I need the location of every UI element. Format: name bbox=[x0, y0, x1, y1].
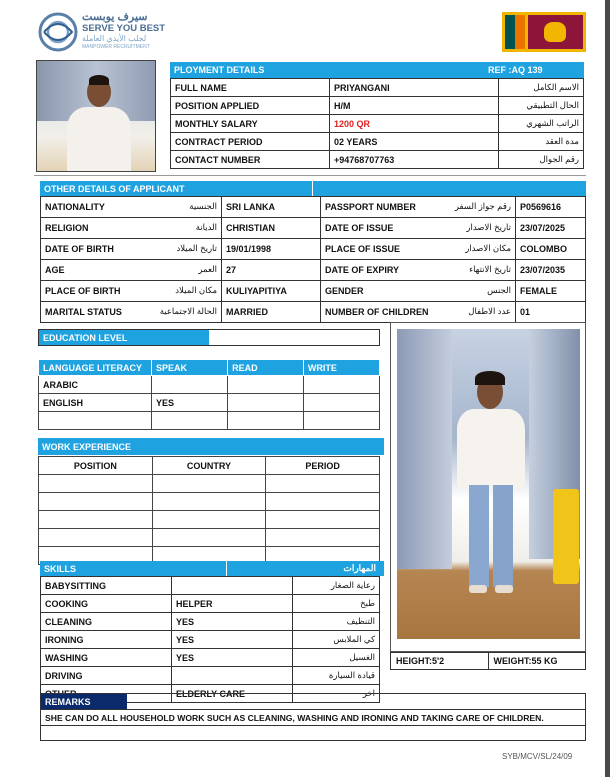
language-cell: ARABIC bbox=[39, 376, 152, 394]
skills-title-arabic: المهارات bbox=[343, 563, 376, 573]
detail-label: PASSPORT NUMBER bbox=[325, 202, 416, 212]
measurements-row bbox=[390, 652, 586, 670]
work-cell bbox=[39, 493, 153, 511]
detail-label-arabic: الديانة bbox=[195, 222, 217, 232]
skill-name: CLEANING bbox=[41, 613, 172, 631]
work-row bbox=[39, 511, 380, 529]
work-experience-title: WORK EXPERIENCE bbox=[42, 441, 132, 452]
language-cell bbox=[151, 412, 227, 430]
language-row bbox=[39, 412, 380, 430]
employment-label: CONTRACT PERIOD bbox=[171, 133, 330, 151]
employment-row bbox=[171, 79, 584, 97]
employment-label: MONTHLY SALARY bbox=[171, 115, 330, 133]
detail-label-arabic: الجنسية bbox=[189, 201, 217, 211]
detail-label: PLACE OF BIRTH bbox=[45, 286, 121, 296]
footer-code: SYB/MCV/SL/24/09 bbox=[502, 752, 573, 761]
skills-title: SKILLS bbox=[44, 563, 77, 574]
detail-value: CHRISTIAN bbox=[222, 218, 321, 239]
logo-name: SERVE YOU BEST bbox=[82, 23, 166, 34]
employment-table bbox=[170, 78, 584, 169]
language-cell bbox=[303, 412, 379, 430]
language-cell bbox=[303, 394, 379, 412]
language-header-cell: LANGUAGE LITERACY bbox=[39, 360, 152, 376]
detail-label-cell bbox=[41, 260, 222, 281]
detail-row bbox=[41, 260, 586, 281]
language-table bbox=[38, 359, 380, 430]
detail-row bbox=[41, 239, 586, 260]
detail-label-arabic: رقم جواز السفر bbox=[454, 201, 511, 211]
remarks-title: REMARKS bbox=[45, 696, 91, 707]
remarks-section bbox=[40, 693, 586, 741]
detail-label: AGE bbox=[45, 265, 65, 275]
detail-value: 23/07/2025 bbox=[516, 218, 586, 239]
detail-label-cell bbox=[321, 281, 516, 302]
detail-label: DATE OF EXPIRY bbox=[325, 265, 400, 275]
remarks-text: SHE CAN DO ALL HOUSEHOLD WORK SUCH AS CLEANING, WASHING AND IRONING AND TAKING CARE OF CHILDREN. bbox=[40, 709, 586, 726]
employment-label: FULL NAME bbox=[171, 79, 330, 97]
language-row bbox=[39, 394, 380, 412]
detail-value: P0569616 bbox=[516, 197, 586, 218]
detail-label-cell bbox=[41, 197, 222, 218]
skill-value: YES bbox=[172, 649, 293, 667]
employment-row bbox=[171, 115, 584, 133]
detail-label-cell bbox=[321, 239, 516, 260]
employment-value: 1200 QR bbox=[330, 115, 499, 133]
work-header-cell: COUNTRY bbox=[152, 457, 266, 475]
detail-label: RELIGION bbox=[45, 223, 89, 233]
detail-label-cell bbox=[41, 302, 222, 323]
employment-row bbox=[171, 151, 584, 169]
skill-value bbox=[172, 577, 293, 595]
skill-label-arabic: التنظيف bbox=[293, 613, 380, 631]
detail-label-cell bbox=[41, 281, 222, 302]
detail-label: PLACE OF ISSUE bbox=[325, 244, 401, 254]
language-cell bbox=[228, 376, 304, 394]
page-edge bbox=[605, 0, 610, 777]
skills-table bbox=[40, 561, 380, 703]
applicant-photo-small bbox=[36, 60, 156, 172]
weight-value: WEIGHT:55 KG bbox=[493, 656, 558, 666]
language-cell bbox=[39, 412, 152, 430]
employment-title: PLOYMENT DETAILS bbox=[174, 65, 265, 75]
skill-row bbox=[41, 613, 380, 631]
detail-row bbox=[41, 281, 586, 302]
detail-label-cell bbox=[321, 302, 516, 323]
skill-label-arabic: طبخ bbox=[293, 595, 380, 613]
detail-label-arabic: الحالة الاجتماعية bbox=[159, 306, 217, 316]
applicant-photo-full bbox=[390, 322, 586, 652]
work-cell bbox=[152, 529, 266, 547]
employment-label-arabic: الحال التطبيقي bbox=[499, 97, 584, 115]
employment-label: CONTACT NUMBER bbox=[171, 151, 330, 169]
language-cell bbox=[228, 412, 304, 430]
language-header-cell: READ bbox=[228, 360, 304, 376]
skill-label-arabic: كي الملابس bbox=[293, 631, 380, 649]
work-cell bbox=[152, 475, 266, 493]
skill-row bbox=[41, 667, 380, 685]
employment-value: +94768707763 bbox=[330, 151, 499, 169]
work-cell bbox=[39, 475, 153, 493]
work-header-cell: POSITION bbox=[39, 457, 153, 475]
education-row bbox=[38, 329, 380, 346]
detail-value: SRI LANKA bbox=[222, 197, 321, 218]
detail-label-arabic: تاريخ الميلاد bbox=[176, 243, 217, 253]
language-cell bbox=[228, 394, 304, 412]
company-logo bbox=[38, 10, 166, 54]
work-cell bbox=[266, 529, 380, 547]
detail-label-arabic: تاريخ الانتهاء bbox=[469, 264, 511, 274]
detail-value: 27 bbox=[222, 260, 321, 281]
detail-label: NUMBER OF CHILDREN bbox=[325, 307, 429, 317]
detail-label-arabic: عدد الاطفال bbox=[468, 306, 511, 316]
language-cell: ENGLISH bbox=[39, 394, 152, 412]
detail-label: MARITAL STATUS bbox=[45, 307, 122, 317]
detail-label-cell bbox=[41, 239, 222, 260]
skill-value: HELPER bbox=[172, 595, 293, 613]
detail-value: KULIYAPITIYA bbox=[222, 281, 321, 302]
work-experience-header-right bbox=[210, 438, 384, 455]
logo-sub-arabic: لجلب الأيدي العاملة bbox=[82, 34, 147, 43]
other-details-title: OTHER DETAILS OF APPLICANT bbox=[44, 183, 185, 194]
skill-row bbox=[41, 649, 380, 667]
language-row bbox=[39, 376, 380, 394]
divider bbox=[34, 175, 586, 176]
education-header bbox=[39, 330, 209, 345]
detail-label: NATIONALITY bbox=[45, 202, 105, 212]
detail-value: COLOMBO bbox=[516, 239, 586, 260]
work-cell bbox=[266, 475, 380, 493]
work-cell bbox=[152, 493, 266, 511]
detail-value: FEMALE bbox=[516, 281, 586, 302]
detail-label-arabic: الجنس bbox=[487, 285, 511, 295]
logo-sub-en: MANPOWER RECRUITMENT bbox=[82, 44, 150, 50]
detail-label-arabic: مكان الاصدار bbox=[465, 243, 511, 253]
detail-row bbox=[41, 218, 586, 239]
work-cell bbox=[39, 529, 153, 547]
detail-value: 01 bbox=[516, 302, 586, 323]
detail-label-arabic: تاريخ الاصدار bbox=[466, 222, 511, 232]
skill-row bbox=[41, 631, 380, 649]
employment-value: PRIYANGANI bbox=[330, 79, 499, 97]
skill-row bbox=[41, 577, 380, 595]
detail-row bbox=[41, 302, 586, 323]
detail-value: 19/01/1998 bbox=[222, 239, 321, 260]
logo-arabic: سيرف يوبست bbox=[82, 11, 148, 23]
detail-label: DATE OF BIRTH bbox=[45, 244, 114, 254]
remarks-header bbox=[41, 694, 127, 709]
detail-label-cell bbox=[321, 260, 516, 281]
language-cell: YES bbox=[151, 394, 227, 412]
employment-row bbox=[171, 133, 584, 151]
skill-label-arabic: الغسيل bbox=[293, 649, 380, 667]
detail-label-cell bbox=[321, 218, 516, 239]
language-header-cell: SPEAK bbox=[151, 360, 227, 376]
employment-details-header bbox=[170, 62, 584, 78]
detail-value: MARRIED bbox=[222, 302, 321, 323]
skill-label-arabic: قيادة السيارة bbox=[293, 667, 380, 685]
skill-value: YES bbox=[172, 631, 293, 649]
sri-lanka-flag-icon bbox=[502, 12, 586, 52]
detail-value: 23/07/2035 bbox=[516, 260, 586, 281]
work-cell bbox=[266, 493, 380, 511]
other-details-header-right bbox=[312, 181, 586, 196]
skill-row bbox=[41, 595, 380, 613]
work-row bbox=[39, 475, 380, 493]
work-cell bbox=[266, 511, 380, 529]
employment-label: POSITION APPLIED bbox=[171, 97, 330, 115]
skill-name: DRIVING bbox=[41, 667, 172, 685]
skill-value: ELDERLY CARE bbox=[172, 685, 293, 703]
employment-row bbox=[171, 97, 584, 115]
work-row bbox=[39, 529, 380, 547]
skills-header bbox=[40, 561, 384, 576]
employment-value: H/M bbox=[330, 97, 499, 115]
employment-label-arabic: الراتب الشهري bbox=[499, 115, 584, 133]
reference-number: REF :AQ 139 bbox=[488, 65, 543, 75]
education-title: EDUCATION LEVEL bbox=[43, 332, 128, 343]
detail-label-arabic: العمر bbox=[198, 264, 217, 274]
remarks-empty-row bbox=[40, 726, 586, 741]
skill-name: BABYSITTING bbox=[41, 577, 172, 595]
skill-name: COOKING bbox=[41, 595, 172, 613]
work-experience-header bbox=[38, 438, 212, 455]
work-row bbox=[39, 493, 380, 511]
detail-label-cell bbox=[41, 218, 222, 239]
skill-name: IRONING bbox=[41, 631, 172, 649]
employment-label-arabic: الاسم الكامل bbox=[499, 79, 584, 97]
detail-label: DATE OF ISSUE bbox=[325, 223, 394, 233]
detail-row bbox=[41, 197, 586, 218]
skill-value bbox=[172, 667, 293, 685]
employment-value: 02 YEARS bbox=[330, 133, 499, 151]
language-header-cell: WRITE bbox=[303, 360, 379, 376]
employment-label-arabic: رقم الجوال bbox=[499, 151, 584, 169]
work-experience-table bbox=[38, 438, 380, 565]
skill-label-arabic: اخر bbox=[293, 685, 380, 703]
work-cell bbox=[152, 511, 266, 529]
detail-label: GENDER bbox=[325, 286, 364, 296]
work-header-cell: PERIOD bbox=[266, 457, 380, 475]
employment-label-arabic: مدة العقد bbox=[499, 133, 584, 151]
skills-header-divider bbox=[226, 561, 227, 576]
other-details-header bbox=[40, 181, 312, 196]
logo-mark-icon bbox=[38, 12, 78, 52]
skill-label-arabic: رعاية الصغار bbox=[293, 577, 380, 595]
work-cell bbox=[39, 511, 153, 529]
detail-label-arabic: مكان الميلاد bbox=[175, 285, 217, 295]
skill-name: WASHING bbox=[41, 649, 172, 667]
skill-value: YES bbox=[172, 613, 293, 631]
detail-label-cell bbox=[321, 197, 516, 218]
other-details-table bbox=[40, 196, 586, 323]
height-value: HEIGHT:5'2 bbox=[391, 653, 489, 669]
language-cell bbox=[303, 376, 379, 394]
language-cell bbox=[151, 376, 227, 394]
